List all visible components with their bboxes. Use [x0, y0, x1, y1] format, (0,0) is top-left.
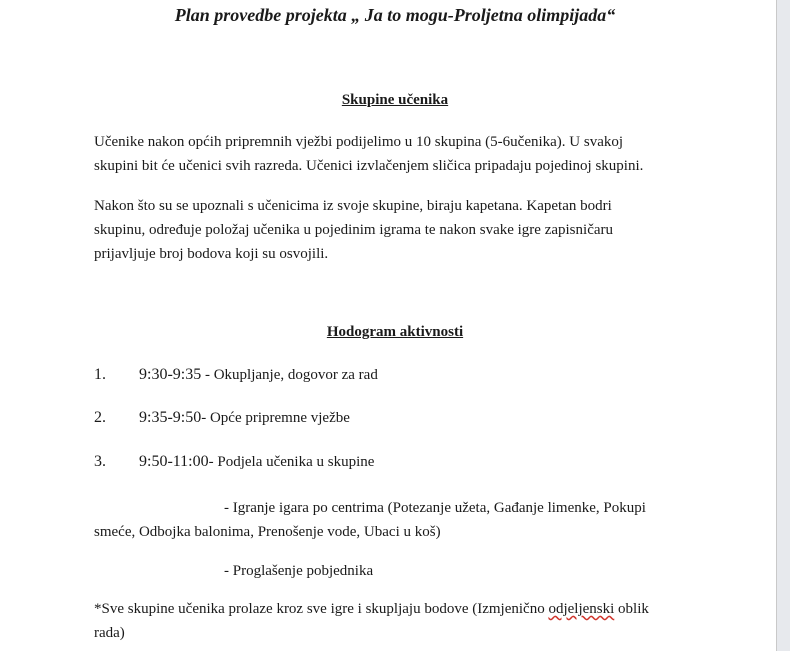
list-item-number: 3. [94, 453, 106, 470]
document-title: Plan provedbe projekta „ Ja to mogu-Proljetna olimpijada“ [174, 5, 616, 25]
sub-item-games-line2: smeće, Odbojka balonima, Prenošenje vode, Ubaci u koš) [94, 524, 441, 540]
list-item-time: 9:30-9:35 [139, 366, 202, 383]
list-item-time: 9:35-9:50 [139, 409, 202, 426]
paragraph-line: skupini bit će učenici svih razreda. Učenici izvlačenjem sličica pripadaju pojedinoj skupini. [94, 158, 644, 174]
paragraph-groups [94, 130, 694, 178]
paragraph-line: Učenike nakon općih pripremnih vježbi podijelimo u 10 skupina (5-6učenika). U svakoj [94, 134, 624, 150]
list-item [94, 453, 374, 471]
paragraph-line: prijavljuje broj bodova koji su osvojili. [94, 246, 329, 262]
editor-gutter [777, 0, 790, 651]
paragraph-captain [94, 194, 694, 266]
note-text: *Sve skupine učenika prolaze kroz sve igre i skupljaju bodove (Izmjenično [94, 601, 549, 617]
section-heading-skupine: Skupine učenika [341, 92, 449, 108]
list-item [94, 409, 350, 427]
list-item-time: 9:50-11:00 [139, 453, 209, 470]
section-heading-hodogram: Hodogram aktivnosti [326, 324, 464, 340]
list-item [94, 366, 378, 384]
sub-item-winner: - Proglašenje pobjednika [224, 563, 374, 579]
paragraph-line: Nakon što su se upoznali s učenicima iz svoje skupine, biraju kapetana. Kapetan bodri [94, 198, 612, 214]
note-line2: rada) [94, 625, 125, 641]
misspelled-word: odjeljenski [548, 601, 615, 617]
list-item-number: 1. [94, 366, 106, 383]
list-item-description: - Podjela učenika u skupine [208, 454, 375, 470]
note-text: oblik [614, 601, 649, 617]
list-item-description: - Okupljanje, dogovor za rad [201, 367, 378, 383]
note-line1 [94, 597, 649, 621]
sub-item-games-line1: - Igranje igara po centrima (Potezanje užeta, Gađanje limenke, Pokupi [224, 500, 646, 516]
list-item-number: 2. [94, 409, 106, 426]
list-item-description: - Opće pripremne vježbe [201, 410, 350, 426]
paragraph-line: skupinu, određuje položaj učenika u pojedinim igrama te nakon svake igre zapisničaru [94, 222, 614, 238]
